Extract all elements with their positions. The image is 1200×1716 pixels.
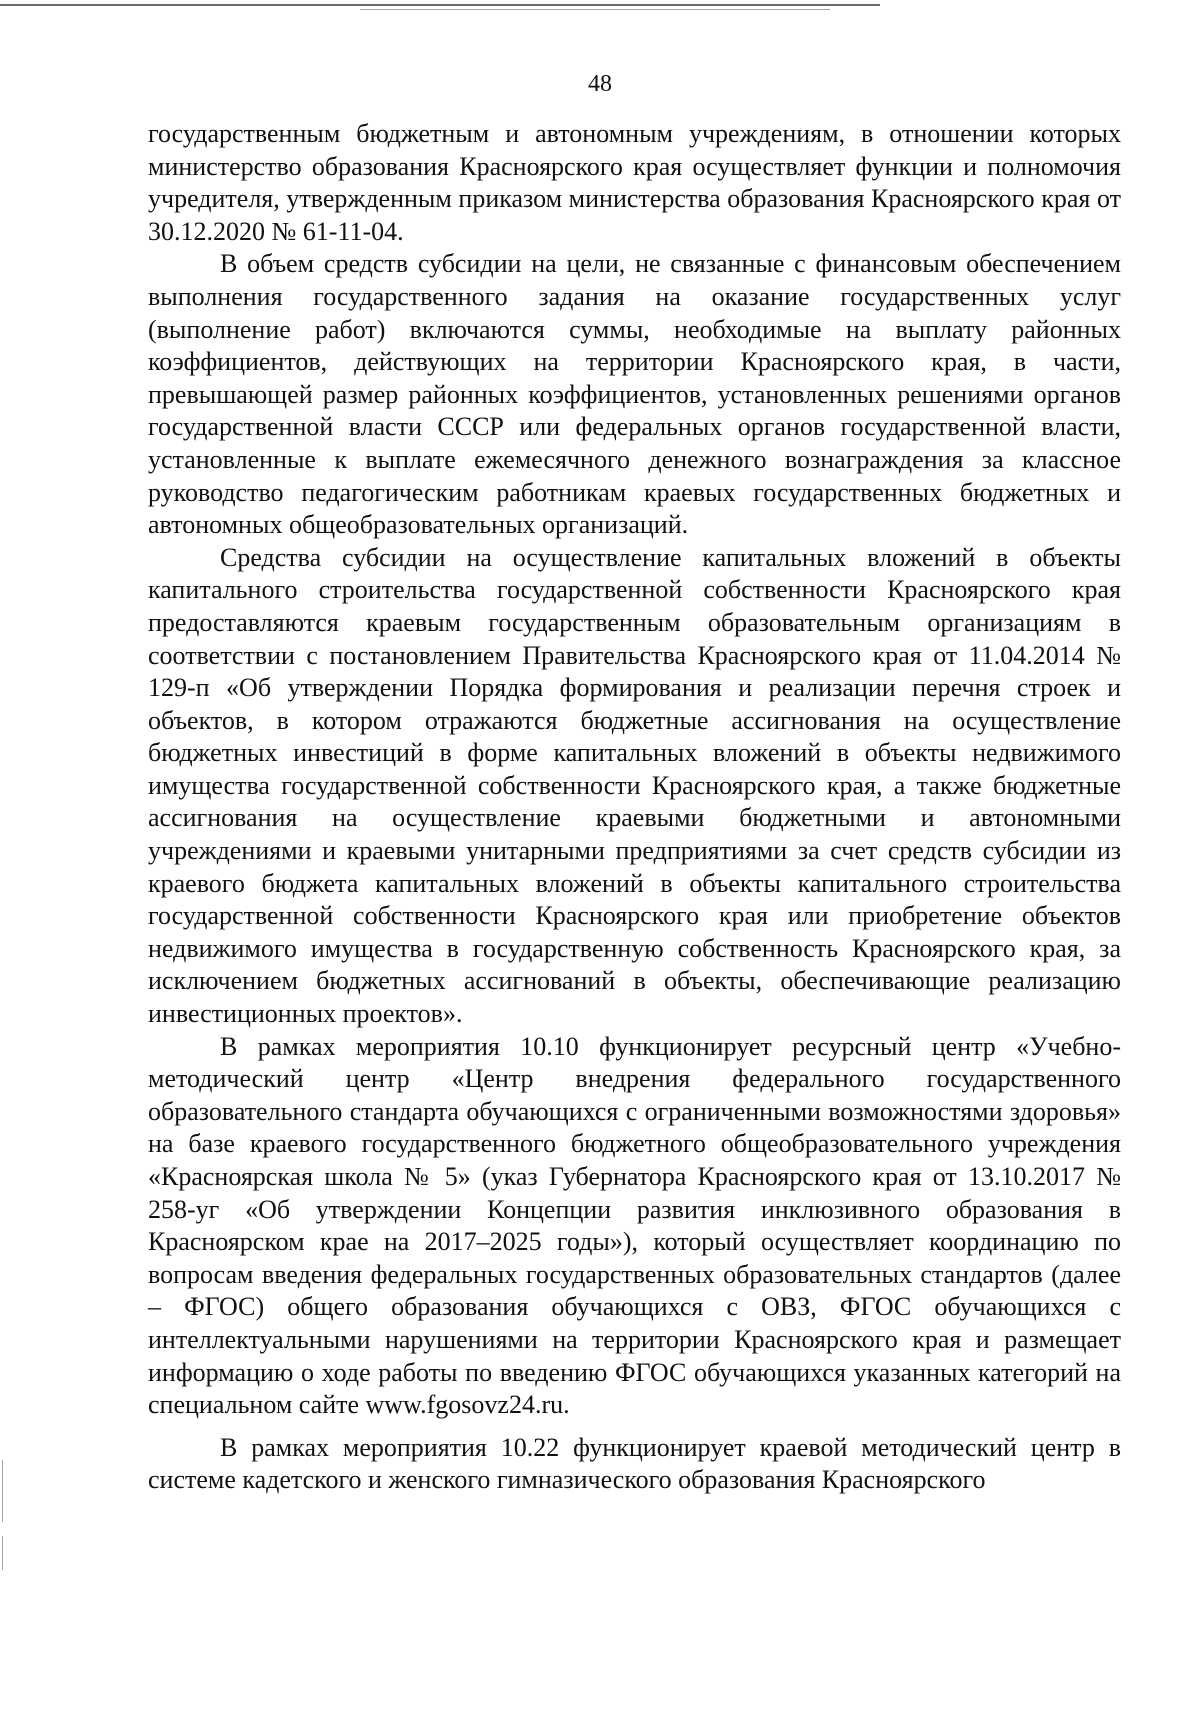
page-number: 48 <box>588 71 612 97</box>
top-scan-line <box>0 4 880 6</box>
paragraph-activity-10-10: В рамках мероприятия 10.10 функционирует ресурсный центр «Учебно-методический центр «Центр внедрения федерального государственного образовательного стандарта обучающихся с ограниченными возможностями здоровья» на базе краевого государственного бюджетного общеобразовательного учреждения «Красноярская школа № 5» (указ Губернатора Красноярского края от 13.10.2017 № 258-уг «Об утверждении Концепции развития инклюзивного образования в Красноярском крае на 2017–2025 годы»), который осуществляет координацию по вопросам введения федеральных государственных образовательных стандартов (далее – ФГОС) общего образования обучающихся с ОВЗ, ФГОС обучающихся с интеллектуальными нарушениями на территории Красноярского края и размещает информацию о ходе работы по введению ФГОС обучающихся указанных категорий на специальном сайте www.fgosovz24.ru. <box>148 1031 1121 1420</box>
margin-scan-mark <box>2 1536 3 1570</box>
paragraph-subsidy-volume: В объем средств субсидии на цели, не связанные с финансовым обеспечением выполнения государственного задания на оказание государственных услуг (выполнение работ) включаются суммы, необходимые на выплату районных коэффициентов, действующих на территории Красноярского края, в части, превышающей размер районных коэффициентов, установленных решениями органов государственной власти СССР или федеральных органов государственной власти, установленные к выплате ежемесячного денежного вознаграждения за классное руководство педагогическим работникам краевых государственных бюджетных и автономных общеобразовательных организаций. <box>148 249 1121 540</box>
margin-scan-mark <box>2 1460 3 1522</box>
top-scan-line-thin <box>360 9 830 10</box>
paragraph-capital-investments: Средства субсидии на осуществление капитальных вложений в объекты капитального строительства государственной собственности Красноярского края предоставляются краевым государственным образовательным организациям в соответствии с постановлением Правительства Красноярского края от 11.04.2014 № 129-п «Об утверждении Порядка формирования и реализации перечня строек и объектов, в котором отражаются бюджетные ассигнования на осуществление бюджетных инвестиций в форме капитальных вложений в объекты недвижимого имущества государственной собственности Красноярского края, а также бюджетные ассигнования на осуществление краевыми бюджетными и автономными учреждениями и краевыми унитарными предприятиями за счет средств субсидии из краевого бюджета капитальных вложений в объекты капитального строительства государственной собственности Красноярского края или приобретение объектов недвижимого имущества в государственную собственность Красноярского края, за исключением бюджетных ассигнований в объекты, обеспечивающие реализацию инвестиционных проектов». <box>148 542 1121 1029</box>
paragraph-activity-10-22: В рамках мероприятия 10.22 функционирует краевой методический центр в системе кадетского и женского гимназического образования Красноярского <box>148 1432 1121 1495</box>
paragraph-continuation: государственным бюджетным и автономным учреждениям, в отношении которых министерство образования Красноярского края осуществляет функции и полномочия учредителя, утвержденным приказом министерства образования Красноярского края от 30.12.2020 № 61-11-04. <box>148 119 1121 246</box>
document-body <box>148 118 1121 1497</box>
